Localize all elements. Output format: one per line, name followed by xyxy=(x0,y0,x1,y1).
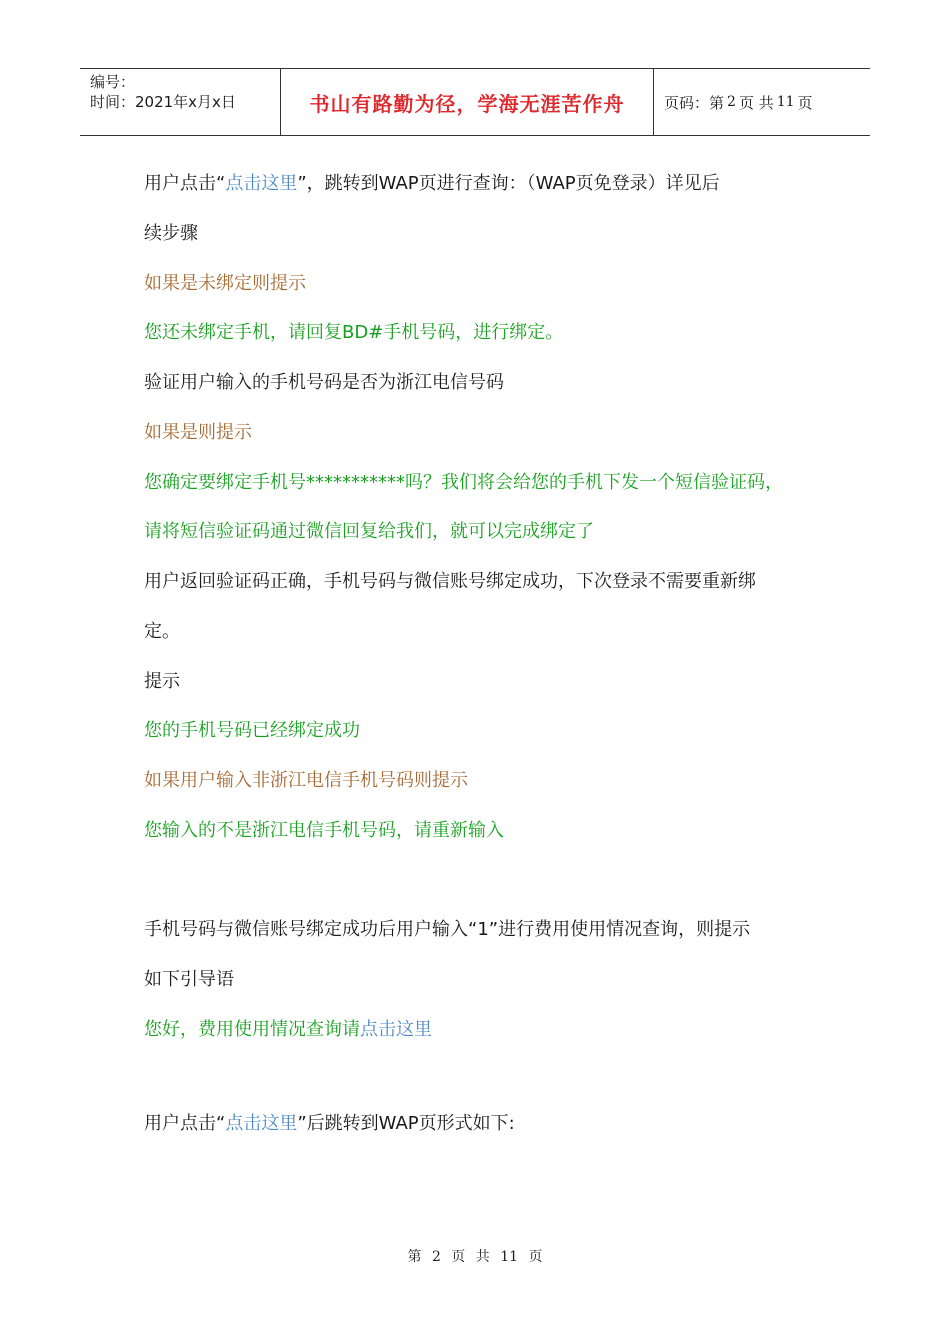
header-page-suffix: 页 xyxy=(797,93,813,112)
condition-unbound: 如果是未绑定则提示 xyxy=(144,273,306,294)
header-time-label: 时间：2021年x月x日 xyxy=(90,93,236,111)
header-meta xyxy=(80,69,281,135)
body-line-18 xyxy=(144,1112,515,1136)
header-page-current: 2 xyxy=(727,94,736,110)
body-line-9: 用户返回验证码正确，手机号码与微信账号绑定成功，下次登录不需要重新绑 xyxy=(144,571,756,592)
header-motto: 书山有路勤为径，学海无涯苦作舟 xyxy=(281,69,654,135)
condition-is-zj-telecom: 如果是则提示 xyxy=(144,422,252,443)
page-header xyxy=(80,68,870,136)
click-here-link[interactable]: 点击这里 xyxy=(225,173,298,194)
body-line-10: 定。 xyxy=(144,621,180,642)
click-here-link[interactable]: 点击这里 xyxy=(225,1113,298,1134)
body-line-2: 续步骤 xyxy=(144,223,198,244)
body-text: 用户点击“ xyxy=(144,173,226,194)
header-page-info xyxy=(654,69,870,135)
body-line-5: 验证用户输入的手机号码是否为浙江电信号码 xyxy=(144,372,504,393)
click-here-link[interactable]: 点击这里 xyxy=(360,1019,432,1040)
body-text: ”，跳转到WAP页进行查询：（WAP页免登录）详见后 xyxy=(297,173,720,194)
body-text: ”后跳转到WAP页形式如下: xyxy=(297,1113,515,1134)
message-unbound: 您还未绑定手机，请回复BD#手机号码，进行绑定。 xyxy=(144,322,564,343)
header-page-mid: 页 共 xyxy=(738,93,774,112)
body-line-11: 提示 xyxy=(144,671,180,692)
message-usage-query xyxy=(144,1018,432,1042)
message-confirm-bind-1: 您确定要绑定手机号***********吗？我们将会给您的手机下发一个短信验证码， xyxy=(144,472,783,493)
body-line-15: 手机号码与微信账号绑定成功后用户输入“1”进行费用使用情况查询，则提示 xyxy=(144,919,751,940)
body-line-16: 如下引导语 xyxy=(144,969,234,990)
body-text: 用户点击“ xyxy=(144,1113,226,1134)
message-bind-success: 您的手机号码已经绑定成功 xyxy=(144,720,360,741)
message-confirm-bind-2: 请将短信验证码通过微信回复给我们，就可以完成绑定了 xyxy=(144,521,594,542)
condition-non-zj-telecom: 如果用户输入非浙江电信手机号码则提示 xyxy=(144,770,468,791)
message-invalid-number: 您输入的不是浙江电信手机号码，请重新输入 xyxy=(144,820,504,841)
header-page-prefix: 页码：第 xyxy=(664,93,725,112)
header-page-total: 11 xyxy=(776,94,795,110)
header-number-label: 编号： xyxy=(90,73,136,91)
page-footer: 第 2 页 共 11 页 xyxy=(407,1249,543,1265)
body-text: 您好，费用使用情况查询请 xyxy=(144,1019,360,1040)
body-line-1 xyxy=(144,172,720,196)
